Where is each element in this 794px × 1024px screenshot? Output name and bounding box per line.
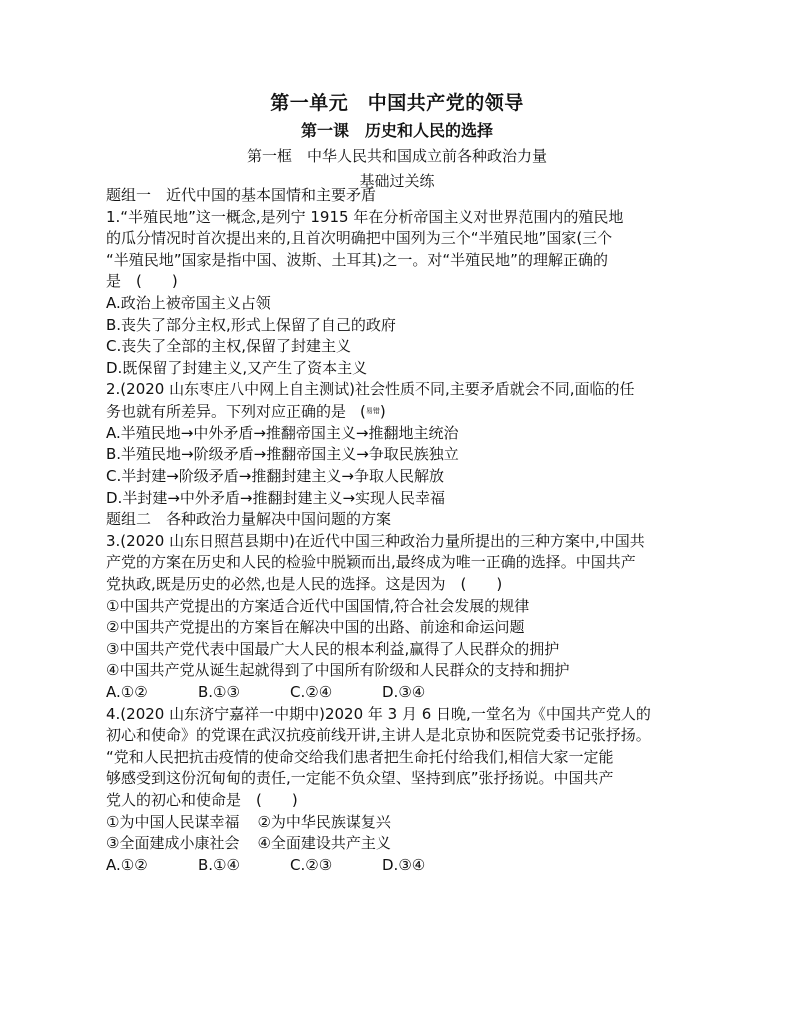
frame-title: 第一框 中华人民共和国成立前各种政治力量	[246, 147, 547, 165]
q4-item-4: ④全面建设共产主义	[257, 834, 391, 853]
lesson-title: 第一课 历史和人民的选择	[300, 121, 493, 140]
q2-answer-blank: (易错)	[360, 402, 386, 421]
q4-item-3: ③全面建成小康社会	[106, 834, 240, 853]
q2-line2-text: 务也就有所差异。下列对应正确的是	[106, 402, 347, 421]
q1-line1: 1.“半殖民地”这一概念,是列宁 1915 年在分析帝国主义对世界范围内的殖民地	[106, 207, 624, 226]
q1-line4: 是 ( )	[106, 272, 178, 291]
q4-item-1: ①为中国人民谋幸福	[106, 812, 240, 831]
unit-title: 第一单元 中国共产党的领导	[270, 92, 524, 114]
q4-line1: 4.(2020 山东济宁嘉祥一中期中)2020 年 3 月 6 日晚,一堂名为《中国共产党人的	[106, 704, 651, 723]
group1-title: 题组一 近代中国的基本国情和主要矛盾	[106, 186, 377, 204]
q4-option-d: D.③④	[382, 855, 426, 874]
q2-option-a: A.半殖民地→中外矛盾→推翻帝国主义→推翻地主统治	[106, 423, 459, 442]
q4-item-2: ②为中华民族谋复兴	[257, 812, 391, 831]
q2-line2	[106, 401, 706, 423]
q2-option-d: D.半封建→中外矛盾→推翻封建主义→实现人民幸福	[106, 488, 446, 507]
q3-item-3: ③中国共产党代表中国最广大人民的根本利益,赢得了人民群众的拥护	[106, 639, 560, 658]
q3-options	[106, 682, 706, 704]
title-block	[0, 88, 794, 193]
q3-line3: 党执政,既是历史的必然,也是人民的选择。这是因为 ( )	[106, 574, 503, 593]
q1-line2: 的瓜分情况时首次提出来的,且首次明确把中国列为三个“半殖民地”国家(三个	[106, 229, 613, 248]
q2-line1: 2.(2020 山东枣庄八中网上自主测试)社会性质不同,主要矛盾就会不同,面临的任	[106, 380, 635, 399]
q3-option-c: C.②④	[290, 682, 333, 701]
q1-line3: “半殖民地”国家是指中国、波斯、土耳其)之一。对“半殖民地”的理解正确的	[106, 250, 608, 269]
q4-option-a: A.①②	[106, 855, 148, 874]
question-content	[106, 185, 706, 876]
q3-item-1: ①中国共产党提出的方案适合近代中国国情,符合社会发展的规律	[106, 596, 530, 615]
q1-option-a: A.政治上被帝国主义占领	[106, 293, 271, 312]
q3-item-2: ②中国共产党提出的方案旨在解决中国的出路、前途和命运问题	[106, 618, 525, 637]
q1-option-c: C.丧失了全部的主权,保留了封建主义	[106, 337, 352, 356]
q2-tag: 易错	[365, 406, 380, 415]
q4-line5: 党人的初心和使命是 ( )	[106, 790, 298, 809]
q4-items-row1	[106, 812, 706, 834]
q3-option-a: A.①②	[106, 682, 148, 701]
q1-option-b: B.丧失了部分主权,形式上保留了自己的政府	[106, 315, 396, 334]
q4-line3: “党和人民把抗击疫情的使命交给我们患者把生命托付给我们,相信大家一定能	[106, 747, 614, 766]
q4-line2: 初心和使命》的党课在武汉抗疫前线开讲,主讲人是北京协和医院党委书记张抒扬。	[106, 726, 651, 745]
q4-option-c: C.②③	[290, 855, 333, 874]
q4-options	[106, 855, 706, 877]
q3-option-b: B.①③	[198, 682, 240, 701]
q1-option-d: D.既保留了封建主义,又产生了资本主义	[106, 358, 368, 377]
q3-line1: 3.(2020 山东日照莒县期中)在近代中国三种政治力量所提出的三种方案中,中国共	[106, 531, 645, 550]
q2-option-c: C.半封建→阶级矛盾→推翻封建主义→争取人民解放	[106, 467, 444, 486]
q3-option-d: D.③④	[382, 682, 426, 701]
q4-line4: 够感受到这份沉甸甸的责任,一定能不负众望、坚持到底”张抒扬说。中国共产	[106, 769, 614, 788]
q3-item-4: ④中国共产党从诞生起就得到了中国所有阶级和人民群众的支持和拥护	[106, 661, 570, 680]
section-title: 基础过关练	[359, 172, 435, 190]
group2-title: 题组二 各种政治力量解决中国问题的方案	[106, 510, 392, 529]
q2-option-b: B.半殖民地→阶级矛盾→推翻帝国主义→争取民族独立	[106, 445, 459, 464]
q3-line2: 产党的方案在历史和人民的检验中脱颖而出,最终成为唯一正确的选择。中国共产	[106, 553, 636, 572]
q4-items-row2	[106, 833, 706, 855]
q4-option-b: B.①④	[198, 855, 240, 874]
